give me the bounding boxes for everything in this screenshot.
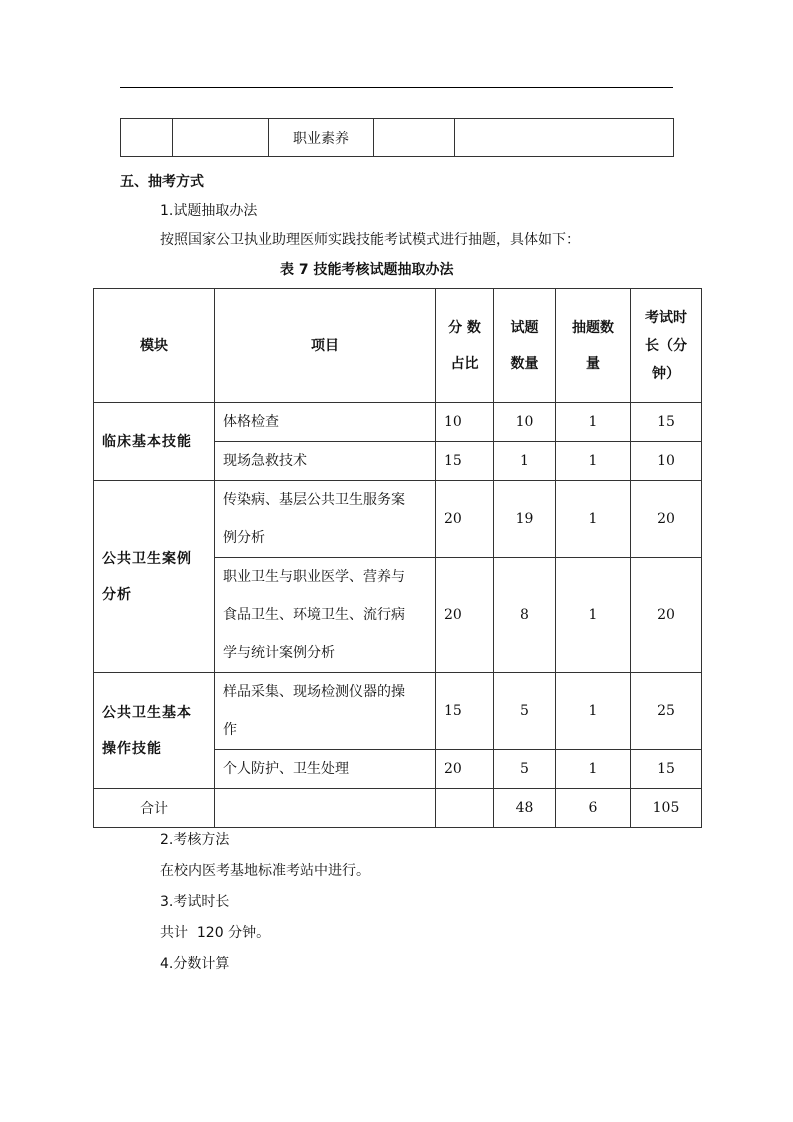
header-module: 模块 <box>94 289 215 403</box>
table-row <box>94 481 702 558</box>
table-caption: 表 7 技能考核试题抽取办法 <box>280 262 454 278</box>
time-cell: 15 <box>631 750 702 789</box>
count-cell: 10 <box>494 403 556 442</box>
header-project: 项目 <box>215 289 436 403</box>
subheading: 4.分数计算 <box>160 956 230 972</box>
item-cell: 现场急救技术 <box>215 442 436 481</box>
time-cell: 10 <box>631 442 702 481</box>
continued-table <box>120 118 674 157</box>
paragraph: 按照国家公卫执业助理医师实践技能考试模式进行抽题，具体如下： <box>160 232 580 248</box>
header-count: 试题 数量 <box>494 289 556 403</box>
ratio-cell: 15 <box>436 442 494 481</box>
paragraph: 在校内医考基地标准考站中进行。 <box>160 863 370 879</box>
table-cell: 职业素养 <box>269 119 374 157</box>
exam-table <box>93 288 702 828</box>
total-label: 合计 <box>94 789 215 828</box>
item-cell: 体格检查 <box>215 403 436 442</box>
table-cell <box>436 789 494 828</box>
draw-cell: 1 <box>556 558 631 673</box>
draw-cell: 1 <box>556 442 631 481</box>
ratio-cell: 20 <box>436 558 494 673</box>
paragraph: 共计 120 分钟。 <box>160 925 271 941</box>
table-cell <box>374 119 455 157</box>
subheading: 2.考核方法 <box>160 832 230 848</box>
header-time: 考试时 长（分 钟） <box>631 289 702 403</box>
item-cell: 个人防护、卫生处理 <box>215 750 436 789</box>
draw-cell: 1 <box>556 673 631 750</box>
ratio-cell: 15 <box>436 673 494 750</box>
table-row <box>94 673 702 750</box>
time-cell: 20 <box>631 558 702 673</box>
count-cell: 8 <box>494 558 556 673</box>
header-row <box>94 289 702 403</box>
table-cell <box>121 119 173 157</box>
total-time: 105 <box>631 789 702 828</box>
ratio-cell: 20 <box>436 750 494 789</box>
item-cell: 传染病、基层公共卫生服务案 例分析 <box>215 481 436 558</box>
total-draw: 6 <box>556 789 631 828</box>
subheading: 3.考试时长 <box>160 894 230 910</box>
item-cell: 样品采集、现场检测仪器的操 作 <box>215 673 436 750</box>
header-rule <box>120 87 673 88</box>
time-cell: 15 <box>631 403 702 442</box>
time-cell: 25 <box>631 673 702 750</box>
time-cell: 20 <box>631 481 702 558</box>
table-cell <box>455 119 674 157</box>
total-row <box>94 789 702 828</box>
ratio-cell: 10 <box>436 403 494 442</box>
draw-cell: 1 <box>556 481 631 558</box>
header-draw: 抽题数 量 <box>556 289 631 403</box>
module-cell: 公共卫生基本 操作技能 <box>94 673 215 789</box>
draw-cell: 1 <box>556 403 631 442</box>
count-cell: 5 <box>494 673 556 750</box>
count-cell: 1 <box>494 442 556 481</box>
section-title: 五、抽考方式 <box>120 174 204 190</box>
draw-cell: 1 <box>556 750 631 789</box>
item-cell: 职业卫生与职业医学、营养与 食品卫生、环境卫生、流行病 学与统计案例分析 <box>215 558 436 673</box>
module-cell: 临床基本技能 <box>94 403 215 481</box>
module-cell: 公共卫生案例 分析 <box>94 481 215 673</box>
ratio-cell: 20 <box>436 481 494 558</box>
count-cell: 5 <box>494 750 556 789</box>
subheading: 1.试题抽取办法 <box>160 203 258 219</box>
table-row <box>94 403 702 442</box>
header-ratio: 分 数 占比 <box>436 289 494 403</box>
count-cell: 19 <box>494 481 556 558</box>
table-cell <box>173 119 269 157</box>
table-row <box>121 119 674 157</box>
total-count: 48 <box>494 789 556 828</box>
table-cell <box>215 789 436 828</box>
